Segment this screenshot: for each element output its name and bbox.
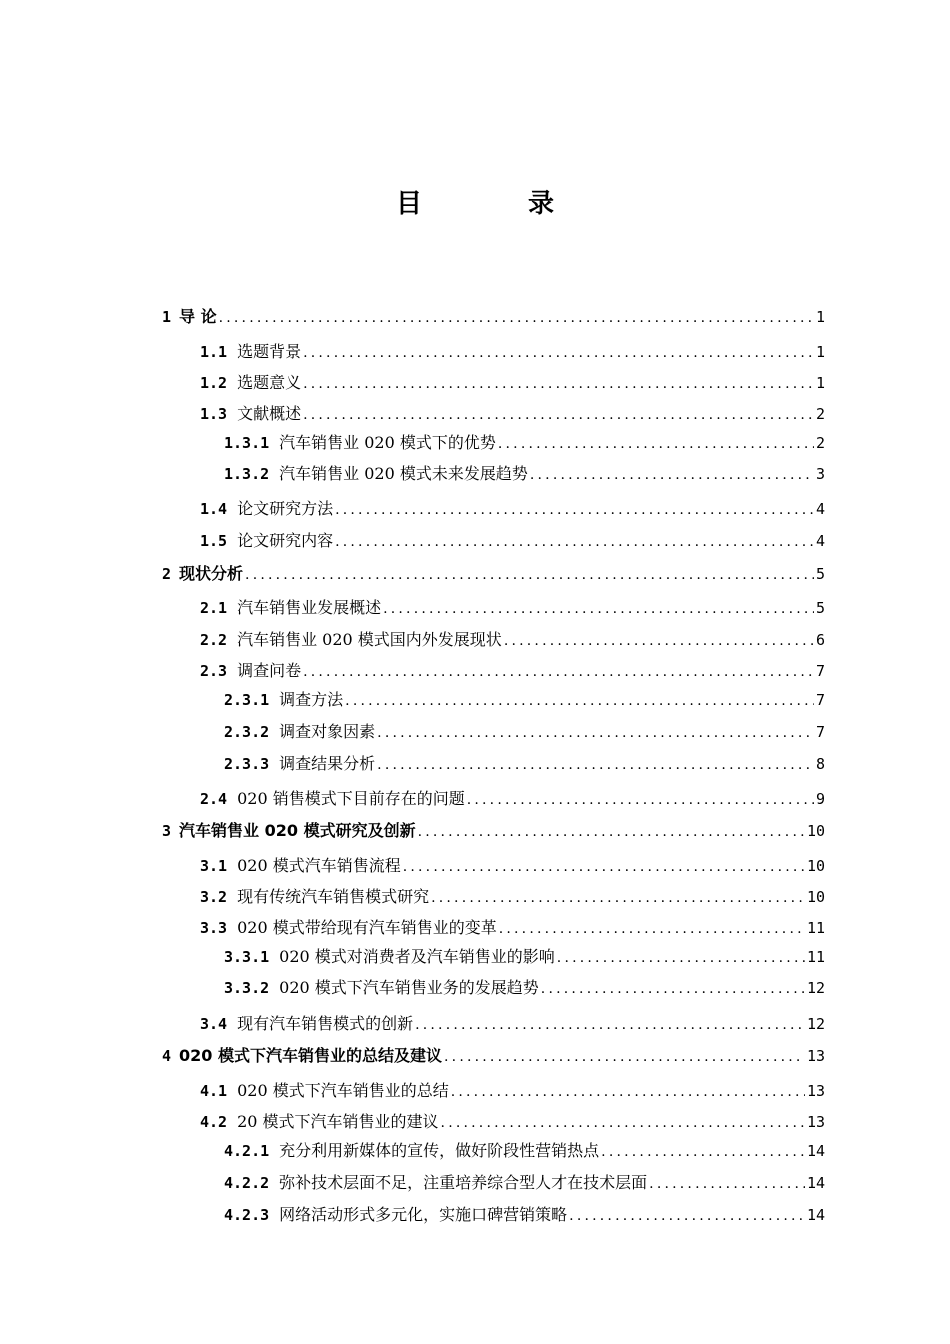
toc-entry-page: 3 xyxy=(815,465,825,483)
toc-dot-leader xyxy=(383,597,814,621)
toc-entry-title: 导 论 xyxy=(179,307,217,326)
toc-entry-number: 3.4 xyxy=(200,1015,228,1033)
toc-dot-leader xyxy=(303,660,814,684)
toc-entry-number: 3 xyxy=(162,822,172,840)
toc-entry-page: 5 xyxy=(815,599,825,617)
toc-entry-number: 4.2.1 xyxy=(224,1142,270,1160)
toc-entry[interactable] xyxy=(200,402,825,426)
toc-entry-page: 4 xyxy=(815,532,825,550)
toc-entry[interactable] xyxy=(200,628,825,652)
toc-entry-page: 7 xyxy=(815,723,825,741)
toc-entry-number: 2.1 xyxy=(200,599,228,617)
toc-entry-number: 1.3 xyxy=(200,405,228,423)
toc-entry[interactable] xyxy=(224,945,825,969)
toc-entry-number: 3.3 xyxy=(200,919,228,937)
toc-entry-number: 3.3.2 xyxy=(224,979,270,997)
toc-entry[interactable] xyxy=(224,1139,825,1163)
toc-entry-title: 汽车销售业 020 模式国内外发展现状 xyxy=(237,630,502,649)
toc-entry[interactable] xyxy=(224,720,825,744)
toc-entry-title: 汽车销售业发展概述 xyxy=(237,598,382,617)
toc-entry-number: 1.3.2 xyxy=(224,465,270,483)
toc-entry-number: 4.1 xyxy=(200,1082,228,1100)
toc-entry-number: 1.5 xyxy=(200,532,228,550)
toc-entry-page: 14 xyxy=(806,1206,825,1224)
toc-dot-leader xyxy=(569,1204,805,1228)
toc-dot-leader xyxy=(451,1080,805,1104)
toc-entry-page: 6 xyxy=(815,631,825,649)
toc-entry-number: 2 xyxy=(162,565,172,583)
toc-entry[interactable] xyxy=(200,1079,825,1103)
toc-entry-title: 论文研究内容 xyxy=(237,531,334,550)
toc-entry[interactable] xyxy=(200,885,825,909)
toc-entry-title: 汽车销售业 020 模式下的优势 xyxy=(279,433,496,452)
toc-entry[interactable] xyxy=(224,976,825,1000)
toc-entry-page: 2 xyxy=(815,434,825,452)
toc-entry-number: 1.1 xyxy=(200,343,228,361)
toc-entry-title: 调查问卷 xyxy=(237,661,302,680)
toc-entry-title: 汽车销售业 020 模式研究及创新 xyxy=(179,821,416,840)
toc-entry-title: 调查方法 xyxy=(279,690,344,709)
toc-dot-leader xyxy=(444,1045,805,1069)
toc-entry-page: 2 xyxy=(815,405,825,423)
toc-entry-number: 2.3 xyxy=(200,662,228,680)
toc-entry-page: 1 xyxy=(815,343,825,361)
toc-entry-title: 论文研究方法 xyxy=(237,499,334,518)
toc-entry-page: 12 xyxy=(806,979,825,997)
toc-entry-page: 13 xyxy=(806,1082,825,1100)
toc-entry-title: 现有传统汽车销售模式研究 xyxy=(237,887,430,906)
toc-entry-page: 10 xyxy=(806,888,825,906)
toc-entry-page: 14 xyxy=(806,1174,825,1192)
toc-entry[interactable] xyxy=(200,340,825,364)
toc-entry-title: 选题意义 xyxy=(237,373,302,392)
toc-dot-leader xyxy=(219,306,814,330)
toc-entry-page: 7 xyxy=(815,691,825,709)
toc-entry-number: 3.1 xyxy=(200,857,228,875)
toc-entry[interactable] xyxy=(200,854,825,878)
toc-entry[interactable] xyxy=(224,462,825,486)
toc-entry-number: 4.2.3 xyxy=(224,1206,270,1224)
toc-entry-title: 弥补技术层面不足，注重培养综合型人才在技术层面 xyxy=(279,1173,648,1192)
toc-entry[interactable] xyxy=(200,596,825,620)
toc-entry[interactable] xyxy=(200,787,825,811)
toc-dot-leader xyxy=(649,1172,805,1196)
toc-entry-page: 1 xyxy=(815,374,825,392)
toc-entry-title: 020 模式下汽车销售业务的发展趋势 xyxy=(279,978,539,997)
toc-entry-number: 4.2 xyxy=(200,1113,228,1131)
toc-dot-leader xyxy=(499,917,805,941)
toc-entry-title: 020 模式带给现有汽车销售业的变革 xyxy=(237,918,497,937)
toc-entry-number: 1.2 xyxy=(200,374,228,392)
toc-entry-page: 7 xyxy=(815,662,825,680)
toc-entry[interactable] xyxy=(162,819,825,843)
toc-entry-title: 网络活动形式多元化，实施口碑营销策略 xyxy=(279,1205,568,1224)
toc-entry[interactable] xyxy=(224,1203,825,1227)
toc-entry[interactable] xyxy=(200,916,825,940)
toc-dot-leader xyxy=(441,1111,805,1135)
toc-dot-leader xyxy=(431,886,805,910)
toc-entry-page: 10 xyxy=(806,857,825,875)
toc-entry-number: 2.3.1 xyxy=(224,691,270,709)
toc-entry[interactable] xyxy=(162,1044,825,1068)
toc-entry[interactable] xyxy=(162,562,825,586)
toc-entry-number: 2.3.3 xyxy=(224,755,270,773)
toc-entry-number: 4 xyxy=(162,1047,172,1065)
toc-entry-number: 3.2 xyxy=(200,888,228,906)
toc-dot-leader xyxy=(377,753,814,777)
toc-entry-page: 11 xyxy=(806,948,825,966)
toc-entry-page: 12 xyxy=(806,1015,825,1033)
toc-entry-title: 现有汽车销售模式的创新 xyxy=(237,1014,414,1033)
toc-entry-title: 选题背景 xyxy=(237,342,302,361)
toc-dot-leader xyxy=(504,629,814,653)
toc-entry-title: 汽车销售业 020 模式未来发展趋势 xyxy=(279,464,528,483)
toc-entry[interactable] xyxy=(200,529,825,553)
toc-dot-leader xyxy=(303,403,814,427)
toc-entry-page: 1 xyxy=(815,308,825,326)
toc-entry-title: 充分利用新媒体的宣传，做好阶段性营销热点 xyxy=(279,1141,600,1160)
toc-dot-leader xyxy=(303,372,814,396)
toc-entry[interactable] xyxy=(162,305,825,329)
toc-entry[interactable] xyxy=(224,1171,825,1195)
toc-dot-leader xyxy=(335,498,814,522)
toc-entry-number: 4.2.2 xyxy=(224,1174,270,1192)
toc-entry-page: 8 xyxy=(815,755,825,773)
toc-dot-leader xyxy=(557,946,805,970)
toc-dot-leader xyxy=(541,977,805,1001)
toc-entry-title: 调查对象因素 xyxy=(279,722,376,741)
toc-dot-leader xyxy=(245,563,814,587)
toc-entry-title: 020 模式汽车销售流程 xyxy=(237,856,401,875)
toc-entry-title: 调查结果分析 xyxy=(279,754,376,773)
toc-entry[interactable] xyxy=(224,431,825,455)
toc-entry-page: 5 xyxy=(815,565,825,583)
toc-entry-number: 1.4 xyxy=(200,500,228,518)
toc-entry[interactable] xyxy=(200,659,825,683)
toc-entry-page: 9 xyxy=(815,790,825,808)
toc-entry[interactable] xyxy=(224,752,825,776)
toc-entry-title: 020 模式下汽车销售业的总结 xyxy=(237,1081,449,1100)
toc-entry-number: 3.3.1 xyxy=(224,948,270,966)
toc-entry-number: 2.3.2 xyxy=(224,723,270,741)
toc-dot-leader xyxy=(418,820,805,844)
toc-dot-leader xyxy=(467,788,814,812)
toc-entry[interactable] xyxy=(200,497,825,521)
toc-dot-leader xyxy=(303,341,814,365)
toc-dot-leader xyxy=(335,530,814,554)
toc-entry-title: 20 模式下汽车销售业的建议 xyxy=(237,1112,439,1131)
toc-entry-page: 14 xyxy=(806,1142,825,1160)
toc-dot-leader xyxy=(530,463,814,487)
page-title: 目 录 xyxy=(395,189,594,219)
toc-entry-page: 10 xyxy=(806,822,825,840)
toc-entry-page: 4 xyxy=(815,500,825,518)
toc-entry-page: 13 xyxy=(806,1113,825,1131)
toc-entry[interactable] xyxy=(200,1110,825,1134)
toc-entry-title: 现状分析 xyxy=(179,564,244,583)
toc-entry-number: 1.3.1 xyxy=(224,434,270,452)
toc-dot-leader xyxy=(498,432,814,456)
toc-entry-title: 020 模式下汽车销售业的总结及建议 xyxy=(179,1046,443,1065)
toc-entry-title: 文献概述 xyxy=(237,404,302,423)
toc-dot-leader xyxy=(415,1013,805,1037)
toc-entry-number: 1 xyxy=(162,308,172,326)
toc-entry[interactable] xyxy=(200,1012,825,1036)
toc-entry-page: 11 xyxy=(806,919,825,937)
toc-dot-leader xyxy=(403,855,805,879)
toc-entry-number: 2.4 xyxy=(200,790,228,808)
toc-dot-leader xyxy=(345,689,814,713)
toc-entry-number: 2.2 xyxy=(200,631,228,649)
toc-entry-title: 020 销售模式下目前存在的问题 xyxy=(237,789,465,808)
toc-entry-title: 020 模式对消费者及汽车销售业的影响 xyxy=(279,947,555,966)
toc-entry-page: 13 xyxy=(806,1047,825,1065)
toc-dot-leader xyxy=(377,721,814,745)
toc-dot-leader xyxy=(601,1140,805,1164)
toc-entry[interactable] xyxy=(224,688,825,712)
toc-entry[interactable] xyxy=(200,371,825,395)
